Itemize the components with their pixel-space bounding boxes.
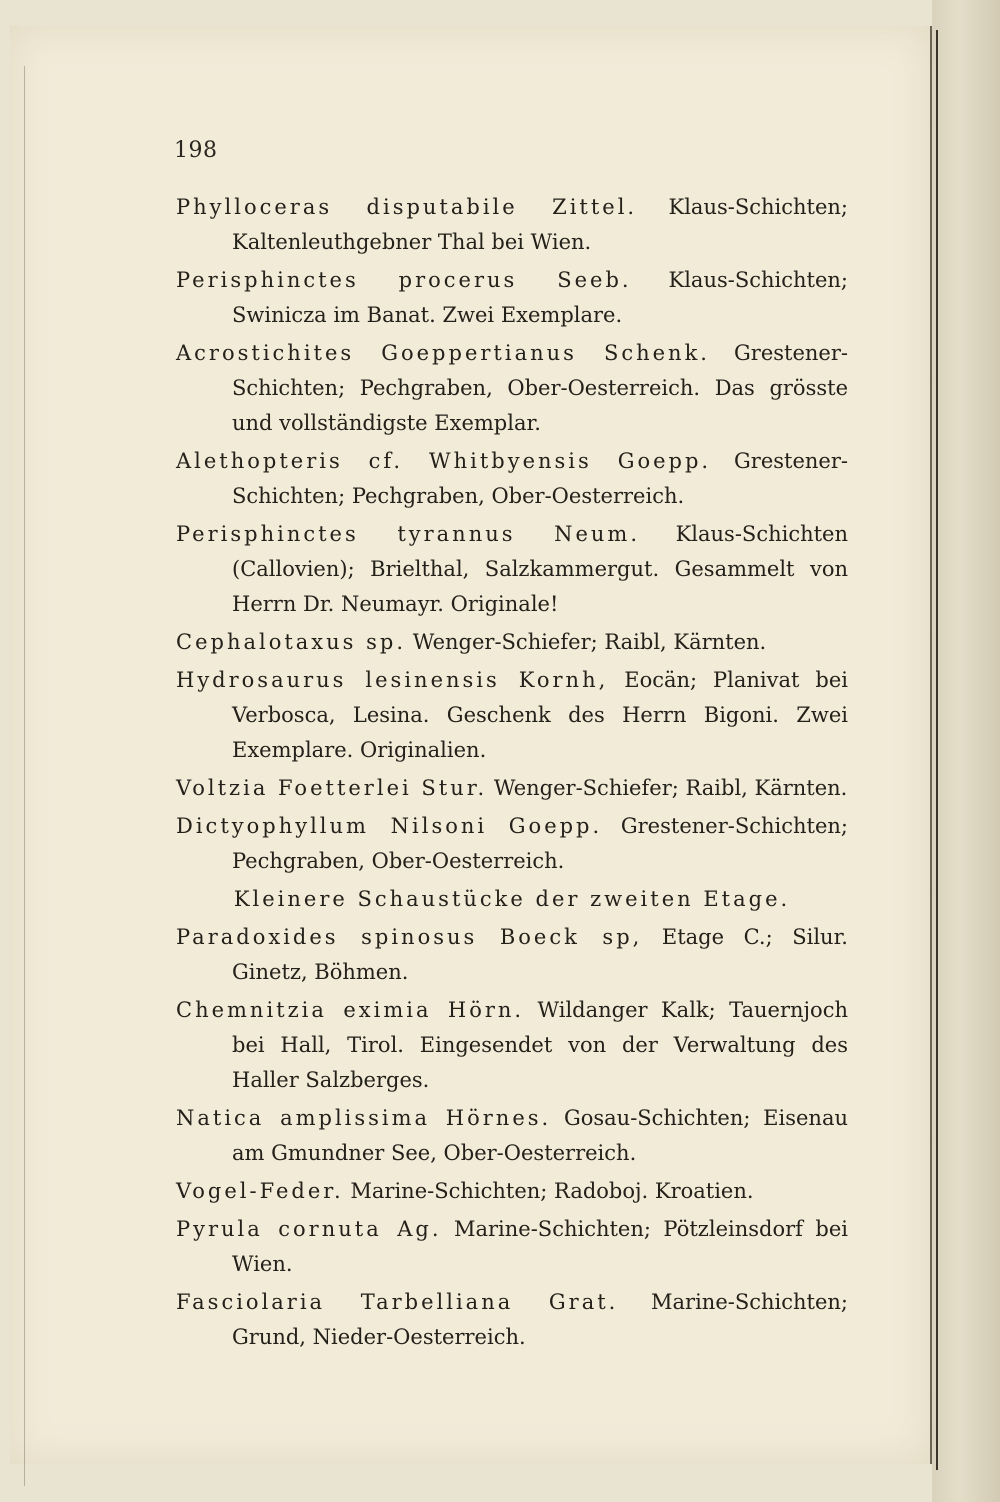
species-name: Pyrula cornuta Ag. [176, 1217, 442, 1241]
species-name: Phylloceras disputabile Zittel. [176, 195, 638, 219]
catalog-entry [176, 771, 848, 806]
catalog-entry [176, 663, 848, 768]
species-name: Fasciolaria Tarbelliana Grat. [176, 1290, 619, 1314]
page-text [176, 190, 848, 1358]
catalog-entry [176, 1174, 848, 1209]
species-name: Acrostichites Goeppertianus Schenk. [176, 341, 710, 365]
catalog-entry [176, 1101, 848, 1171]
species-name: Cephalotaxus sp. [176, 630, 407, 654]
entry-text: Marine-Schichten; Pötzleinsdorf bei Wien. [232, 1217, 848, 1276]
species-name: Chemnitzia eximia Hörn. [176, 998, 525, 1022]
species-name: Voltzia Foetterlei Stur. [176, 776, 488, 800]
species-name: Perisphinctes procerus Seeb. [176, 268, 632, 292]
entry-text: Eocän; Planivat bei Verbosca, Lesina. Geschenk des Herrn Bigoni. Zwei Exemplare. Originalien. [232, 668, 848, 762]
catalog-entry [176, 190, 848, 260]
entry-text: Klaus-Schichten; Kaltenleuthgebner Thal bei Wien. [232, 195, 848, 254]
entry-text: Wenger-Schiefer; Raibl, Kärnten. [412, 630, 767, 654]
catalog-entry [176, 993, 848, 1098]
page-edge-line [936, 30, 938, 1470]
species-name: Paradoxides spinosus Boeck sp, [176, 925, 643, 949]
catalog-entry [176, 336, 848, 441]
catalog-entry [176, 444, 848, 514]
catalog-entry [176, 1285, 848, 1355]
page-number: 198 [174, 138, 218, 163]
catalog-entry [176, 263, 848, 333]
species-name: Dictyophyllum Nilsoni Goepp. [176, 814, 603, 838]
entry-text: Grestener-Schichten; Pechgraben, Ober-Oesterreich. [232, 449, 848, 508]
entry-text: Grestener-Schichten; Pechgraben, Ober-Oesterreich. Das grösste und vollständigste Exemplar. [232, 341, 848, 435]
entry-text: Klaus-Schichten (Callovien); Brielthal, Salzkammergut. Gesammelt von Herrn Dr. Neumayr. Originale! [232, 522, 848, 616]
catalog-entry [176, 809, 848, 879]
entry-text: Wenger-Schiefer; Raibl, Kärnten. [493, 776, 848, 800]
entry-text: Marine-Schichten; Radoboj. Kroatien. [350, 1179, 754, 1203]
catalog-entry [176, 1212, 848, 1282]
entry-text: Gosau-Schichten; Eisenau am Gmundner See, Ober-Oesterreich. [232, 1106, 848, 1165]
catalog-entry [176, 625, 848, 660]
entry-text: Grestener-Schichten; Pechgraben, Ober-Oesterreich. [232, 814, 848, 873]
catalog-entry [176, 920, 848, 990]
species-name: Hydrosaurus lesinensis Kornh, [176, 668, 609, 692]
species-name: Vogel-Feder. [176, 1179, 344, 1203]
species-name: Perisphinctes tyrannus Neum. [176, 522, 641, 546]
section-heading: Kleinere Schaustücke der zweiten Etage. [233, 887, 791, 911]
species-name: Alethopteris cf. Whitbyensis Goepp. [176, 449, 712, 473]
book-edge-strip [932, 0, 1000, 1502]
entry-text: Wildanger Kalk; Tauernjoch bei Hall, Tirol. Eingesendet von der Verwaltung des Haller Salzberges. [232, 998, 848, 1092]
binding-line [24, 66, 25, 1486]
species-name: Natica amplissima Hörnes. [176, 1106, 552, 1130]
entry-text: Marine-Schichten; Grund, Nieder-Oesterreich. [232, 1290, 848, 1349]
catalog-entry [176, 517, 848, 622]
entry-text: Klaus-Schichten; Swinicza im Banat. Zwei Exemplare. [232, 268, 848, 327]
entry-text: Etage C.; Silur. Ginetz, Böhmen. [232, 925, 848, 984]
